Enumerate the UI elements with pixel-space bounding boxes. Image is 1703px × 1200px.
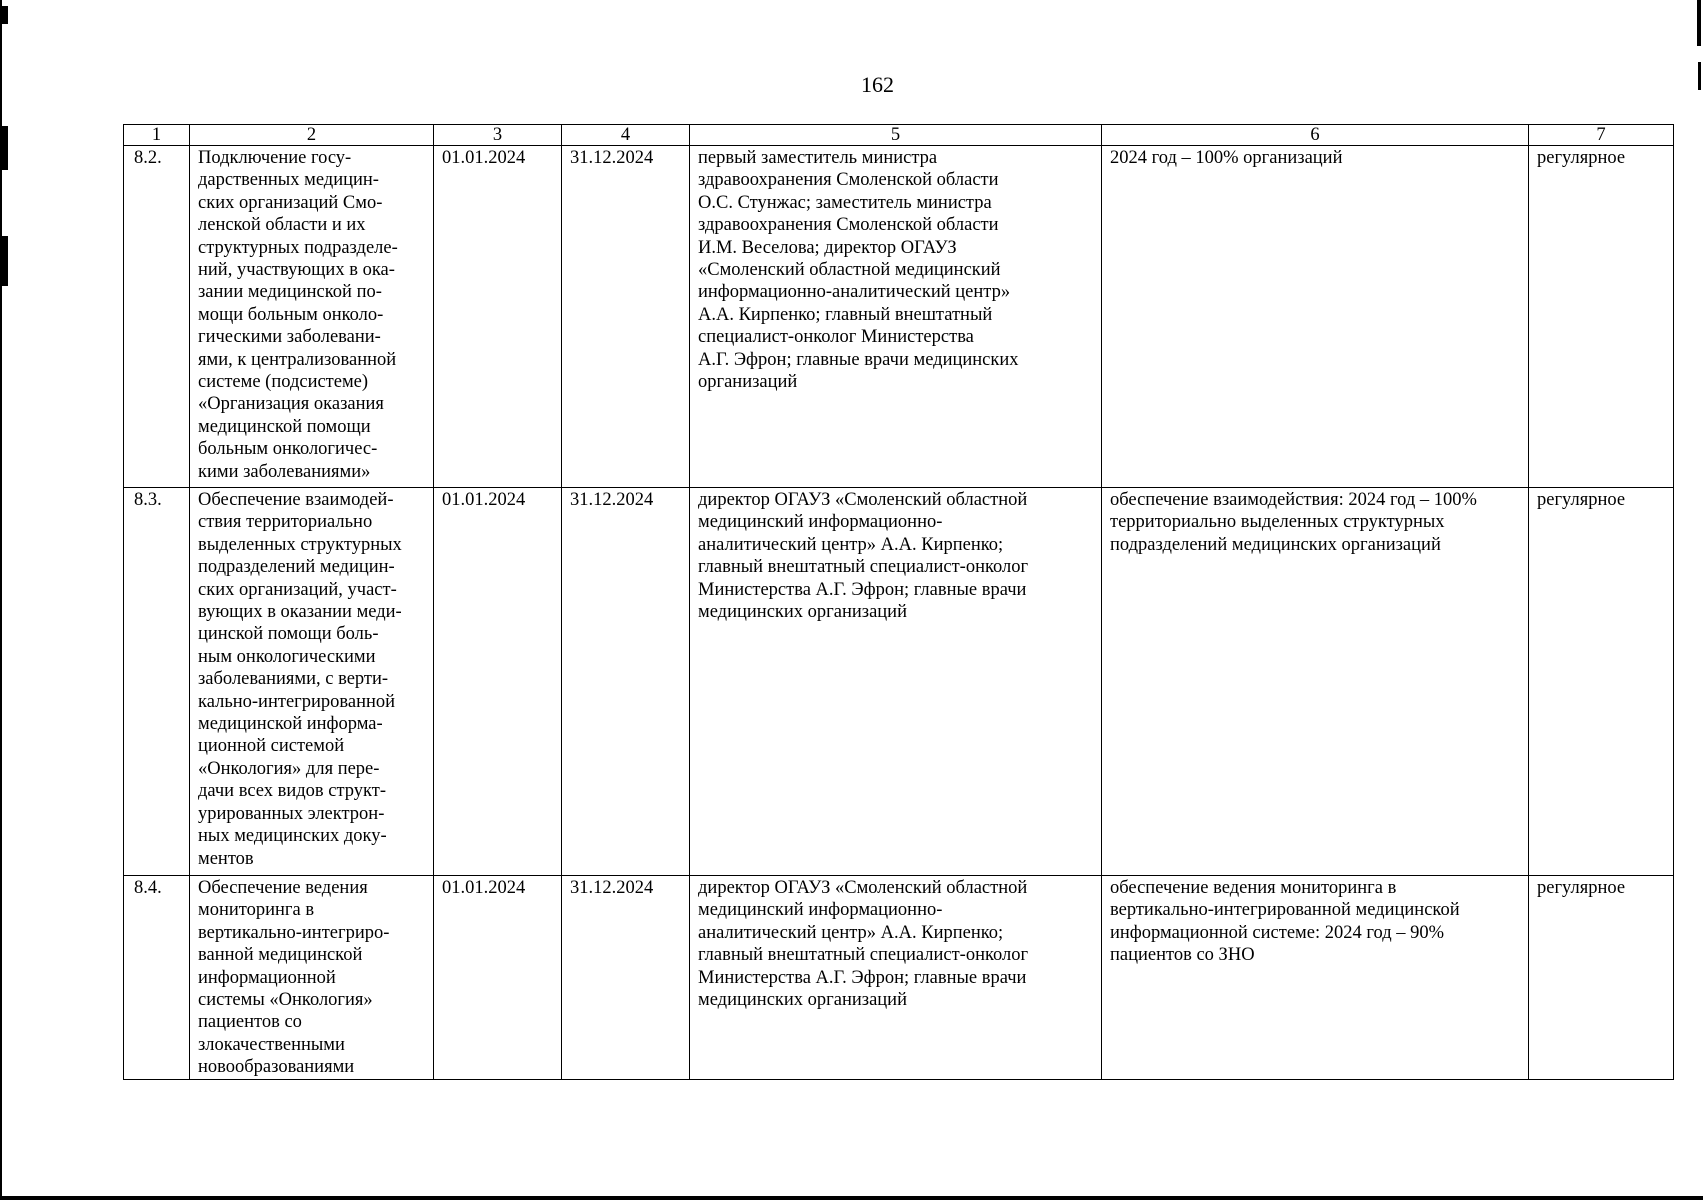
column-header: 5 (690, 125, 1102, 146)
row-number: 8.4. (124, 876, 190, 1080)
end-date: 31.12.2024 (562, 146, 690, 488)
column-header: 3 (434, 125, 562, 146)
responsible-persons: первый заместитель министра здравоохранения Смоленской области О.С. Стунжас; заместитель министра здравоохранения Смоленской области И.М. Веселова; директор ОГАУЗ «Смоленский областной медицинский информационно-аналитический центр» А.А. Кирпенко; главный внештатный специалист-онколог Министерства А.Г. Эфрон; главные врачи медицинских организаций (690, 146, 1102, 488)
scan-mark-right-1 (1697, 0, 1701, 46)
expected-result: обеспечение взаимодействия: 2024 год – 100% территориально выделенных структурных подразделений медицинских организаций (1102, 488, 1529, 876)
expected-result: обеспечение ведения мониторинга в вертикально-интегрированной медицинской информационной системе: 2024 год – 90% пациентов со ЗНО (1102, 876, 1529, 1080)
scan-mark-left-2 (2, 236, 8, 286)
scan-left-edge (0, 0, 2, 1200)
start-date: 01.01.2024 (434, 876, 562, 1080)
page-number: 162 (861, 72, 894, 97)
activity-type: регулярное (1529, 488, 1674, 876)
activity-description: Обеспечение взаимодей- ствия территориально выделенных структурных подразделений медицин- ских организаций, участ- вующих в оказании меди- цинской помощи боль- ным онкологическими заболеваниями, с верти- кально-интегрированной медицинской информа- ционной системой «Онкология» для пере- дачи всех видов структ- урированных электрон- ных медицинских доку- ментов (190, 488, 434, 876)
end-date: 31.12.2024 (562, 488, 690, 876)
column-header: 2 (190, 125, 434, 146)
activity-description: Обеспечение ведения мониторинга в вертикально-интегриро- ванной медицинской информационной системы «Онкология» пациентов со злокачественными новообразованиями (190, 876, 434, 1080)
column-header: 7 (1529, 125, 1674, 146)
scan-mark-left-1 (2, 126, 8, 170)
activities-table (123, 124, 1674, 1080)
responsible-persons: директор ОГАУЗ «Смоленский областной медицинский информационно- аналитический центр» А.А. Кирпенко; главный внештатный специалист-онколог Министерства А.Г. Эфрон; главные врачи медицинских организаций (690, 488, 1102, 876)
column-header: 4 (562, 125, 690, 146)
row-number: 8.3. (124, 488, 190, 876)
start-date: 01.01.2024 (434, 146, 562, 488)
activity-type: регулярное (1529, 876, 1674, 1080)
expected-result: 2024 год – 100% организаций (1102, 146, 1529, 488)
table-row (124, 876, 1674, 1080)
start-date: 01.01.2024 (434, 488, 562, 876)
column-header: 6 (1102, 125, 1529, 146)
table-row (124, 146, 1674, 488)
activity-description: Подключение госу- дарственных медицин- ских организаций Смо- ленской области и их структурных подразделе- ний, участвующих в ока- зании медицинской по- мощи больным онколо- гическими заболевани- ями, к централизованной системе (подсистеме) «Организация оказания медицинской помощи больным онкологичес- кими заболеваниями» (190, 146, 434, 488)
end-date: 31.12.2024 (562, 876, 690, 1080)
activity-type: регулярное (1529, 146, 1674, 488)
column-header: 1 (124, 125, 190, 146)
scan-mark-top-left (2, 6, 8, 24)
table-row (124, 488, 1674, 876)
responsible-persons: директор ОГАУЗ «Смоленский областной медицинский информационно- аналитический центр» А.А. Кирпенко; главный внештатный специалист-онколог Министерства А.Г. Эфрон; главные врачи медицинских организаций (690, 876, 1102, 1080)
scan-bottom-edge (0, 1196, 1703, 1200)
row-number: 8.2. (124, 146, 190, 488)
table-header-row (124, 125, 1674, 146)
